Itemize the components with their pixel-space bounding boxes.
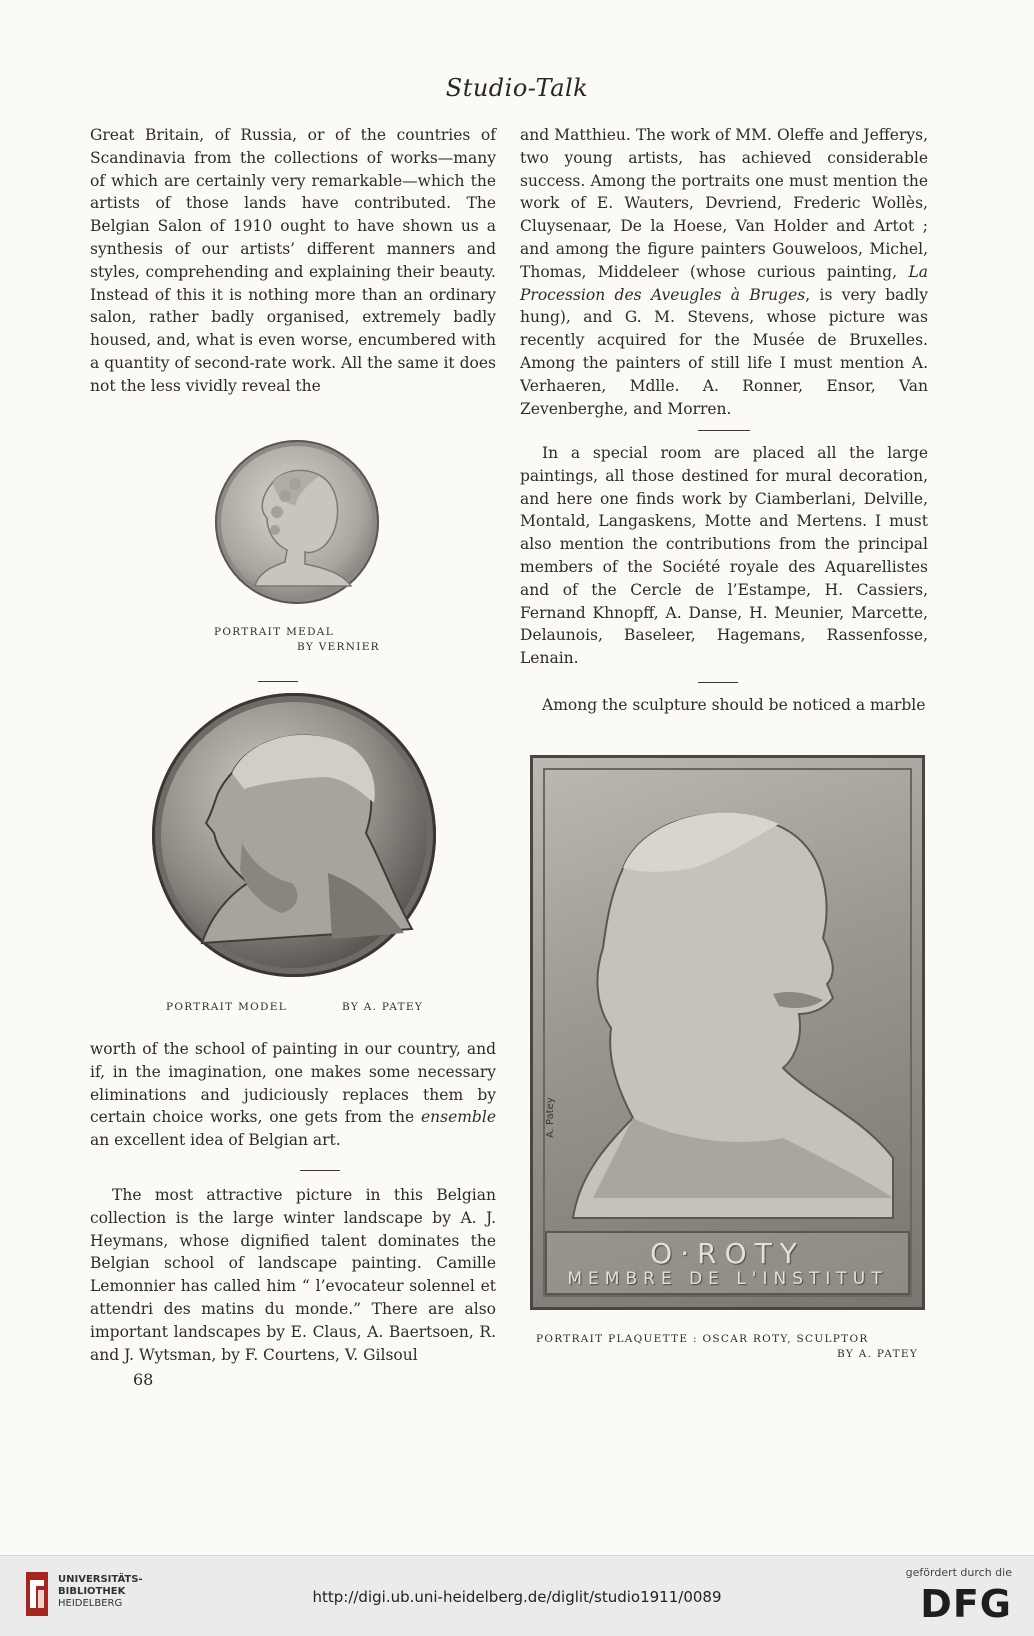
right-column-middle	[520, 442, 928, 670]
paragraph: The most attractive picture in this Belgian collection is the large winter landscape by A. J. Heymans, whose dignified talent dominates the Belgian school of landscape painting. Camille Lemonnier has called him “ l’evocateur solennel et attendri des matins du monde.” There are also important landscapes by E. Claus, A. Baertsoen, R. and J. Wytsman, by F. Courtens, V. Gilsoul	[90, 1186, 496, 1364]
medal-small-caption-line2: BY VERNIER	[297, 641, 380, 653]
right-column-top	[520, 124, 928, 420]
medal-large-caption-left: PORTRAIT MODEL	[166, 1001, 287, 1013]
left-column-bottom	[90, 1038, 496, 1152]
divider	[300, 1170, 340, 1171]
left-column-top	[90, 124, 496, 398]
permalink-url[interactable]: http://digi.ub.uni-heidelberg.de/diglit/studio1911/0089	[312, 1588, 722, 1606]
plaquette-title: O·ROTY	[650, 1237, 805, 1270]
bearded-man-profile-relief-icon	[152, 693, 436, 977]
portrait-plaquette-image	[530, 755, 925, 1310]
viewer-footer	[0, 1555, 1034, 1636]
plaquette-subtitle: MEMBRE DE L'INSTITUT	[567, 1269, 888, 1289]
oscar-roty-profile-relief-icon	[533, 758, 922, 1228]
dfg-logo[interactable]: DFG	[920, 1582, 1012, 1626]
portrait-model-image	[152, 693, 436, 977]
right-column-bottom	[520, 694, 928, 717]
plaquette-inscription-band	[545, 1231, 910, 1295]
paragraph: Great Britain, of Russia, or of the countries of Scandinavia from the collections of works—many of which are certainly very remarkable—which the artists of those lands have contributed. The Belgian Salon of 1910 ought to have shown us a synthesis of our artists’ different manners and styles, comprehending and explaining their beauty. Instead of this it is nothing more than an ordinary salon, rather badly organised, extremely badly housed, and, what is even worse, encumbered with a quantity of second-rate work. All the same it does not the less vividly reveal the	[90, 126, 496, 395]
paragraph: Among the sculpture should be noticed a marble	[542, 696, 926, 714]
child-profile-relief-icon	[215, 440, 379, 604]
left-column-bottom-2	[90, 1184, 496, 1366]
paragraph: In a special room are placed all the large paintings, all those destined for mural decoration, and here one finds work by Ciamberlani, Delville, Montald, Langaskens, Motte and Mertens. I must also mention the contributions from the principal members of the Société royale des Aquarellistes and of the Cercle de l’Estampe, H. Cassiers, Fernand Khnopff, A. Danse, H. Meunier, Marcette, Delaunois, Baseleer, Hagemans, Rassenfosse, Lenain.	[520, 444, 928, 668]
library-name[interactable]: UNIVERSITÄTS- BIBLIOTHEK HEIDELBERG	[58, 1574, 143, 1609]
medal-large-caption-right: BY A. PATEY	[342, 1001, 424, 1013]
divider	[698, 682, 738, 683]
divider	[258, 681, 298, 682]
paragraph: worth of the school of painting in our country, and if, in the imagination, one makes some necessary eliminations and judiciously replaces them by certain choice works, one gets from the ensemble an excellent idea of Belgian art.	[90, 1040, 496, 1150]
plaquette-signature: A. Patey	[545, 1097, 556, 1138]
italic-term: ensemble	[420, 1108, 496, 1127]
plaquette-caption-line1: PORTRAIT PLAQUETTE : OSCAR ROTY, SCULPTOR	[536, 1333, 869, 1345]
italic-title: La Procession des Aveugles à Bruges	[520, 262, 928, 304]
paragraph: and Matthieu. The work of MM. Oleffe and Jefferys, two young artists, has achieved considerable success. Among the portraits one must mention the work of E. Wauters, Devriend, Frederic Wollès, Cluysenaar, De la Hoese, Van Holder and Artot ; and among the figure painters Gouweloos, Michel, Thomas, Middeleer (whose curious painting, La Procession des Aveugles à Bruges, is very badly hung), and G. M. Stevens, whose picture was recently acquired for the Musée de Bruxelles. Among the painters of still life I must mention A. Verhaeren, Mdlle. A. Ronner, Ensor, Van Zevenberghe, and Morren.	[520, 126, 928, 418]
page-number: 68	[133, 1370, 154, 1389]
medal-small-caption-line1: PORTRAIT MEDAL	[214, 626, 334, 638]
plaquette-caption-line2: BY A. PATEY	[837, 1348, 919, 1360]
divider	[698, 430, 750, 431]
running-head: Studio-Talk	[445, 74, 589, 102]
funding-label: gefördert durch die	[905, 1566, 1012, 1579]
portrait-medal-image	[215, 440, 379, 604]
